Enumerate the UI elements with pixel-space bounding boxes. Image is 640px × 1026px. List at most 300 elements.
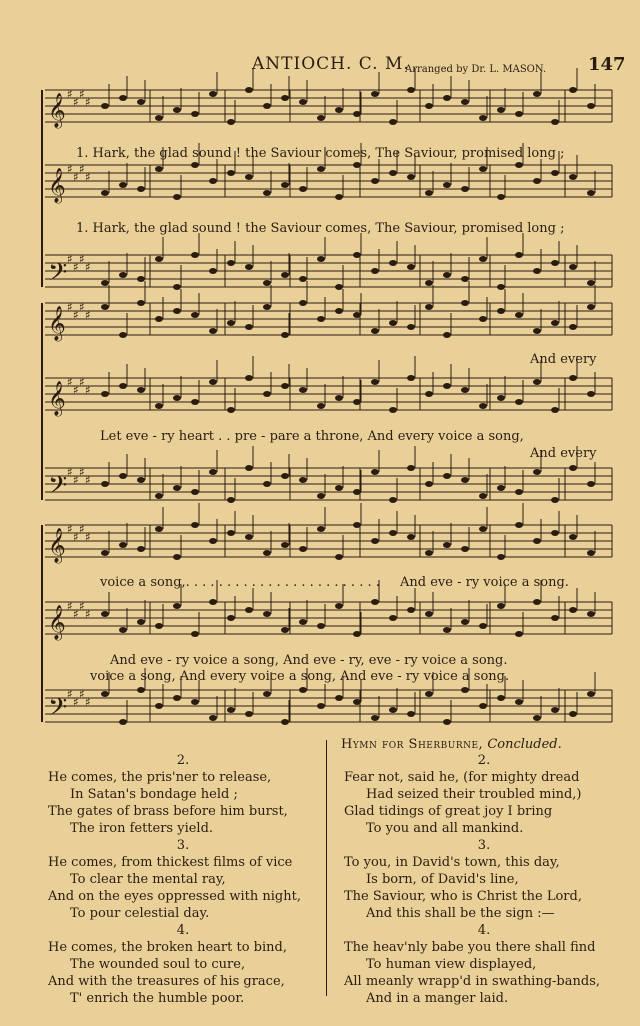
key-sharp: ♯ [79, 252, 85, 266]
note-head [551, 260, 559, 266]
key-sharp: ♯ [85, 530, 91, 544]
note-head [335, 395, 343, 401]
note-head [101, 691, 109, 697]
lyric-system2-tenor: And every [530, 446, 597, 461]
key-sharp: ♯ [85, 308, 91, 322]
verse-line: To pour celestial day. [70, 906, 210, 921]
note-head [119, 473, 127, 479]
note-head [515, 489, 523, 495]
note-head [209, 178, 217, 184]
note-head [425, 611, 433, 617]
note-head [245, 534, 253, 540]
verse-line: Is born, of David's line, [366, 872, 519, 887]
note-head [425, 280, 433, 286]
note-head [263, 103, 271, 109]
note-head [245, 607, 253, 613]
note-head [317, 166, 325, 172]
key-sharp: ♯ [85, 473, 91, 487]
lyric-system2-treble: And every [530, 352, 597, 367]
note-head [317, 115, 325, 121]
note-head [587, 481, 595, 487]
key-sharp: ♯ [79, 87, 85, 101]
note-head [371, 599, 379, 605]
column-divider [326, 740, 327, 996]
verse-line: And in a manger laid. [366, 991, 509, 1006]
note-head [191, 522, 199, 528]
note-head [101, 280, 109, 286]
verse-number: 2. [176, 753, 190, 768]
note-head [371, 268, 379, 274]
clef-glyph: 𝄢 [48, 693, 68, 728]
note-head [299, 99, 307, 105]
verse-line: The Saviour, who is Christ the Lord, [344, 889, 582, 904]
lyric-system3-treble-a: voice a song,. . . . . . . . . . . . . . . . . . . . . . . . [100, 575, 380, 590]
key-sharp: ♯ [85, 383, 91, 397]
hymn-suffix: Concluded. [487, 737, 562, 752]
note-head [137, 387, 145, 393]
note-head [515, 111, 523, 117]
verse-line: The iron fetters yield. [70, 821, 214, 836]
note-head [101, 481, 109, 487]
key-sharp: ♯ [79, 465, 85, 479]
lyric-system1-treble: 1. Hark, the glad sound ! the Saviour comes, The Saviour, promised long ; [76, 146, 565, 161]
verse-number: 3. [477, 838, 491, 853]
key-sharp: ♯ [67, 687, 73, 701]
note-head [443, 383, 451, 389]
note-head [209, 599, 217, 605]
note-head [425, 103, 433, 109]
verse-number: 2. [477, 753, 491, 768]
note-head [227, 530, 235, 536]
note-head [389, 320, 397, 326]
note-head [335, 485, 343, 491]
right-column-heading [341, 737, 562, 752]
note-head [317, 493, 325, 499]
verses-right [344, 752, 624, 1007]
note-head [245, 375, 253, 381]
note-head [299, 546, 307, 552]
note-head [209, 268, 217, 274]
note-head [281, 182, 289, 188]
key-sharp: ♯ [79, 687, 85, 701]
note-head [281, 542, 289, 548]
key-sharp: ♯ [79, 162, 85, 176]
note-head [479, 623, 487, 629]
note-head [155, 115, 163, 121]
note-head [497, 395, 505, 401]
note-head [299, 186, 307, 192]
key-sharp: ♯ [85, 695, 91, 709]
verse-line: To you, in David's town, this day, [344, 855, 560, 870]
note-head [155, 526, 163, 532]
note-head [191, 111, 199, 117]
key-sharp: ♯ [73, 260, 79, 274]
note-head [119, 272, 127, 278]
note-head [263, 304, 271, 310]
note-head [335, 695, 343, 701]
note-head [479, 256, 487, 262]
note-head [533, 538, 541, 544]
note-head [443, 272, 451, 278]
note-head [155, 166, 163, 172]
note-head [101, 391, 109, 397]
note-head [461, 300, 469, 306]
key-sharp: ♯ [85, 607, 91, 621]
note-head [389, 497, 397, 503]
note-head [191, 699, 199, 705]
key-sharp: ♯ [67, 252, 73, 266]
note-head [173, 107, 181, 113]
note-head [191, 631, 199, 637]
note-head [587, 304, 595, 310]
note-head [137, 546, 145, 552]
note-head [443, 182, 451, 188]
note-head [461, 619, 469, 625]
note-head [407, 711, 415, 717]
note-head [173, 603, 181, 609]
note-head [353, 312, 361, 318]
note-head [443, 95, 451, 101]
verse-line: To you and all mankind. [366, 821, 524, 836]
note-head [425, 190, 433, 196]
note-head [587, 611, 595, 617]
note-head [137, 477, 145, 483]
note-head [281, 272, 289, 278]
note-head [263, 280, 271, 286]
key-sharp: ♯ [79, 300, 85, 314]
note-head [515, 631, 523, 637]
note-head [515, 699, 523, 705]
key-sharp: ♯ [67, 522, 73, 536]
key-sharp: ♯ [79, 375, 85, 389]
note-head [101, 611, 109, 617]
key-sharp: ♯ [73, 383, 79, 397]
note-head [371, 91, 379, 97]
clef-glyph: 𝄢 [48, 471, 68, 506]
note-head [299, 687, 307, 693]
note-head [209, 91, 217, 97]
key-sharp: ♯ [67, 465, 73, 479]
note-head [227, 497, 235, 503]
note-head [443, 542, 451, 548]
arranger-credit: Arranged by Dr. L. MASON. [405, 64, 547, 75]
clef-glyph: 𝄞 [48, 168, 66, 203]
note-head [533, 715, 541, 721]
lyric-system1-alto: 1. Hark, the glad sound ! the Saviour comes, The Saviour, promised long ; [76, 221, 565, 236]
note-head [461, 687, 469, 693]
lyric-system3-treble-b: And eve - ry voice a song. [400, 575, 569, 590]
note-head [587, 190, 595, 196]
note-head [569, 465, 577, 471]
note-head [155, 493, 163, 499]
note-head [407, 324, 415, 330]
verse-line: Had seized their troubled mind,) [366, 787, 582, 802]
note-head [569, 87, 577, 93]
note-head [101, 103, 109, 109]
verse-line: The heav'nly babe you there shall find [344, 940, 596, 955]
note-head [461, 546, 469, 552]
hymn-title: ANTIOCH. C. M. [252, 54, 410, 74]
note-head [227, 320, 235, 326]
note-head [551, 530, 559, 536]
key-sharp: ♯ [73, 170, 79, 184]
key-sharp: ♯ [67, 300, 73, 314]
note-head [335, 308, 343, 314]
lyric-system3-tenor: voice a song, And every voice a song, And eve - ry voice a song. [90, 669, 510, 684]
note-head [227, 615, 235, 621]
verse-line: And this shall be the sign :— [366, 906, 555, 921]
verse-line: He comes, the broken heart to bind, [48, 940, 287, 955]
note-head [533, 469, 541, 475]
note-head [317, 623, 325, 629]
note-head [407, 87, 415, 93]
note-head [299, 387, 307, 393]
note-head [335, 554, 343, 560]
note-head [407, 465, 415, 471]
note-head [407, 534, 415, 540]
note-head [191, 252, 199, 258]
note-head [317, 703, 325, 709]
note-head [317, 256, 325, 262]
note-head [371, 328, 379, 334]
note-head [227, 170, 235, 176]
note-head [335, 603, 343, 609]
note-head [551, 170, 559, 176]
note-head [137, 186, 145, 192]
note-head [371, 379, 379, 385]
key-sharp: ♯ [85, 260, 91, 274]
note-head [533, 379, 541, 385]
clef-glyph: 𝄞 [48, 605, 66, 640]
verse-line: Glad tidings of great joy I bring [344, 804, 553, 819]
note-head [353, 522, 361, 528]
clef-glyph: 𝄞 [48, 93, 66, 128]
key-sharp: ♯ [73, 607, 79, 621]
key-sharp: ♯ [67, 162, 73, 176]
verse-line: The gates of brass before him burst, [48, 804, 288, 819]
note-head [227, 707, 235, 713]
note-head [479, 403, 487, 409]
note-head [515, 399, 523, 405]
note-head [479, 526, 487, 532]
note-head [425, 691, 433, 697]
page-number: 147 [588, 54, 626, 75]
note-head [461, 276, 469, 282]
note-head [533, 599, 541, 605]
note-head [443, 473, 451, 479]
verse-number: 4. [176, 923, 190, 938]
note-head [263, 550, 271, 556]
key-sharp: ♯ [79, 599, 85, 613]
note-head [281, 95, 289, 101]
note-head [407, 607, 415, 613]
note-head [551, 407, 559, 413]
note-head [533, 268, 541, 274]
note-head [587, 391, 595, 397]
note-head [173, 695, 181, 701]
note-head [209, 469, 217, 475]
key-sharp: ♯ [73, 95, 79, 109]
note-head [479, 316, 487, 322]
note-head [335, 194, 343, 200]
note-head [101, 550, 109, 556]
note-head [245, 711, 253, 717]
key-sharp: ♯ [67, 599, 73, 613]
note-head [119, 542, 127, 548]
note-head [497, 308, 505, 314]
note-head [353, 111, 361, 117]
note-head [299, 300, 307, 306]
note-head [191, 399, 199, 405]
lyric-system3-alto: And eve - ry voice a song, And eve - ry, eve - ry voice a song. [110, 653, 508, 668]
verse-number: 4. [477, 923, 491, 938]
note-head [479, 703, 487, 709]
note-head [335, 107, 343, 113]
note-head [263, 391, 271, 397]
note-head [479, 493, 487, 499]
clef-glyph: 𝄞 [48, 381, 66, 416]
note-head [245, 87, 253, 93]
note-head [173, 485, 181, 491]
note-head [101, 190, 109, 196]
note-head [209, 328, 217, 334]
note-head [191, 162, 199, 168]
note-head [371, 715, 379, 721]
key-sharp: ♯ [73, 308, 79, 322]
key-sharp: ♯ [79, 522, 85, 536]
note-head [515, 522, 523, 528]
note-head [551, 119, 559, 125]
note-head [425, 391, 433, 397]
note-head [245, 264, 253, 270]
note-head [353, 631, 361, 637]
verse-number: 3. [176, 838, 190, 853]
note-head [281, 473, 289, 479]
note-head [191, 489, 199, 495]
note-head [407, 264, 415, 270]
note-head [119, 95, 127, 101]
lyric-system2-alto: Let eve - ry heart . . pre - pare a throne, And every voice a song, [100, 429, 524, 444]
note-head [497, 485, 505, 491]
note-head [443, 627, 451, 633]
note-head [119, 182, 127, 188]
verse-line: T' enrich the humble poor. [70, 991, 245, 1006]
note-head [281, 383, 289, 389]
verse-line: Fear not, said he, (for mighty dread [344, 770, 580, 785]
note-head [569, 264, 577, 270]
verse-line: He comes, the pris'ner to release, [48, 770, 272, 785]
note-head [353, 252, 361, 258]
note-head [299, 477, 307, 483]
note-head [551, 320, 559, 326]
verse-line: The wounded soul to cure, [70, 957, 246, 972]
note-head [353, 399, 361, 405]
note-head [155, 256, 163, 262]
note-head [263, 691, 271, 697]
note-head [281, 627, 289, 633]
note-head [533, 91, 541, 97]
verse-line: And on the eyes oppressed with night, [48, 889, 301, 904]
note-head [173, 308, 181, 314]
note-head [299, 619, 307, 625]
note-head [299, 276, 307, 282]
note-head [551, 707, 559, 713]
note-head [317, 403, 325, 409]
note-head [407, 174, 415, 180]
note-head [569, 375, 577, 381]
note-head [137, 99, 145, 105]
note-head [479, 115, 487, 121]
note-head [389, 530, 397, 536]
note-head [263, 611, 271, 617]
note-head [101, 304, 109, 310]
note-head [137, 300, 145, 306]
verse-line: He comes, from thickest films of vice [48, 855, 293, 870]
note-head [173, 395, 181, 401]
note-head [515, 312, 523, 318]
note-head [533, 328, 541, 334]
note-head [191, 312, 199, 318]
note-head [497, 284, 505, 290]
note-head [497, 107, 505, 113]
note-head [569, 534, 577, 540]
verse-line: All meanly wrapp'd in swathing-bands, [344, 974, 601, 989]
note-head [497, 603, 505, 609]
note-head [587, 550, 595, 556]
note-head [353, 162, 361, 168]
note-head [389, 260, 397, 266]
note-head [173, 194, 181, 200]
note-head [245, 324, 253, 330]
note-head [587, 103, 595, 109]
note-head [569, 607, 577, 613]
note-head [173, 554, 181, 560]
note-head [263, 481, 271, 487]
note-head [389, 615, 397, 621]
verse-line: To clear the mental ray, [70, 872, 226, 887]
note-head [461, 99, 469, 105]
verse-line: In Satan's bondage held ; [70, 787, 238, 802]
clef-glyph: 𝄞 [48, 528, 66, 563]
verse-line: And with the treasures of his grace, [48, 974, 285, 989]
note-head [497, 554, 505, 560]
note-head [155, 403, 163, 409]
note-head [407, 375, 415, 381]
note-head [587, 280, 595, 286]
note-head [443, 719, 451, 725]
key-sharp: ♯ [73, 695, 79, 709]
note-head [371, 538, 379, 544]
note-head [317, 316, 325, 322]
note-head [461, 477, 469, 483]
note-head [245, 465, 253, 471]
note-head [209, 379, 217, 385]
note-head [425, 550, 433, 556]
key-sharp: ♯ [67, 87, 73, 101]
key-sharp: ♯ [85, 170, 91, 184]
note-head [353, 699, 361, 705]
note-head [119, 719, 127, 725]
note-head [227, 407, 235, 413]
note-head [443, 332, 451, 338]
key-sharp: ♯ [73, 473, 79, 487]
key-sharp: ♯ [67, 375, 73, 389]
note-head [263, 190, 271, 196]
note-head [155, 703, 163, 709]
verses-left [48, 752, 318, 1007]
note-head [137, 687, 145, 693]
note-head [587, 691, 595, 697]
